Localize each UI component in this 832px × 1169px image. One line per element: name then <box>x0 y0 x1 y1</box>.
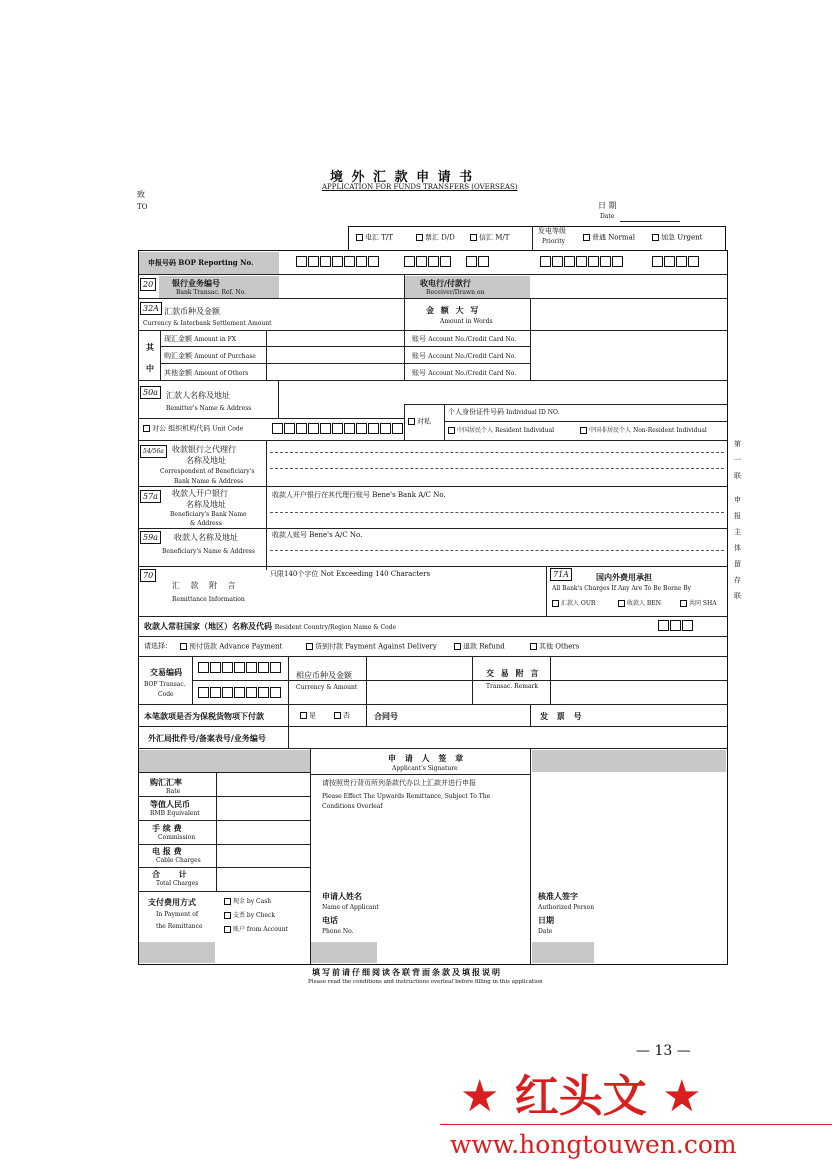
bop-reporting-boxes-4[interactable] <box>540 256 624 267</box>
commission-label-en: Commission <box>158 834 196 841</box>
priority-label-cn: 发电等级 <box>538 227 566 235</box>
approver-label: 核准人签字 <box>538 891 578 901</box>
checkbox-icon <box>448 427 455 434</box>
checkbox-icon <box>224 898 231 905</box>
side-char: 联 <box>734 472 741 480</box>
date-underline[interactable] <box>620 221 680 222</box>
fx-account-label: 账号 Account No./Credit Card No. <box>412 335 517 343</box>
field-50a-label-en: Remitter's Name & Address <box>166 405 252 412</box>
bonded-goods-label: 本笔款项是否为保税货物项下付款 <box>144 711 264 721</box>
trans-code-boxes-2[interactable] <box>198 687 282 698</box>
private-option[interactable]: 对私 <box>408 418 431 426</box>
field-57a-label-en-1: Beneficiary's Bank Name <box>170 511 247 518</box>
checkbox-icon <box>652 234 659 241</box>
signature-instruction-cn: 请按照贵行背页所列条款代办以上汇款并进行申报 <box>322 779 476 787</box>
checkbox-icon <box>224 912 231 919</box>
side-char: 申 <box>734 496 741 504</box>
checkbox-icon <box>618 600 625 607</box>
footer-note-en: Please read the conditions and instructions overleaf before filling in this application <box>308 979 543 985</box>
bop-reporting-label: 申报号码 BOP Reporting No. <box>148 258 254 267</box>
side-char: 第 <box>734 440 741 448</box>
our-option[interactable]: 汇款人 OUR <box>552 600 595 607</box>
other-amount-label: 其他金额 Amount of Others <box>164 369 249 377</box>
field-59a-label: 收款人名称及地址 <box>174 533 238 542</box>
checkbox-icon <box>356 234 363 241</box>
side-char: 一 <box>734 456 741 464</box>
field-71a-label: 国内外费用承担 <box>596 572 652 582</box>
resident-option[interactable]: 中国居民个人 Resident Individual <box>448 427 554 434</box>
trans-remark-label: 交 易 附 言 <box>486 668 541 678</box>
priority-label-en: Priority <box>542 238 566 245</box>
amount-words-label: 金 额 大 写 <box>426 305 481 315</box>
side-char: 留 <box>734 560 741 568</box>
mt-option[interactable]: 信汇 M/T <box>470 234 509 242</box>
side-char: 存 <box>734 576 741 584</box>
field-54-label-en-1: Correspondent of Beneficiary's <box>160 468 255 475</box>
bene-account-label: 收款人账号 Bene's A/C No. <box>272 531 363 539</box>
field-32a-label: 汇款币种及金额 <box>164 307 220 316</box>
bonded-yes-option[interactable]: 是 <box>300 712 316 720</box>
checkbox-icon <box>552 600 559 607</box>
rate-label: 购汇汇率 <box>150 777 182 787</box>
amount-words-label-en: Amount in Words <box>440 318 493 325</box>
tt-option[interactable]: 电汇 T/T <box>356 234 393 242</box>
trans-code-label-en-2: Code <box>158 691 174 698</box>
field-59a-tag: 59a <box>140 531 161 544</box>
country-code-boxes[interactable] <box>658 620 694 631</box>
approver-label-en: Authorized Person <box>538 904 595 911</box>
dd-option[interactable]: 票汇 D/D <box>416 234 455 242</box>
field-57a-label-2: 名称及地址 <box>186 500 226 509</box>
watermark-logo: ★ 红头文 ★ <box>460 1071 702 1122</box>
bene-bank-account-label: 收款人开户银行在其代理行账号 Bene's Bank A/C No. <box>272 491 446 499</box>
checkbox-icon <box>306 643 313 650</box>
date-label-cn: 日 期 <box>598 201 617 210</box>
field-54-label-en-2: Bank Name & Address <box>174 478 244 485</box>
individual-id-label: 个人身份证件号码 Individual ID NO. <box>448 408 560 416</box>
country-label: 收款人常驻国家（地区）名称及代码 Resident Country/Region Name & Code <box>144 621 397 631</box>
fx-amount-label: 现汇金额 Amount in FX <box>164 335 237 343</box>
side-copy-label <box>734 438 744 606</box>
bop-reporting-boxes-1[interactable] <box>296 256 380 267</box>
bonded-no-option[interactable]: 否 <box>334 712 350 720</box>
refund-option[interactable]: 退款 Refund <box>454 643 505 651</box>
page-number: — 13 — <box>636 1043 691 1059</box>
checkbox-icon <box>300 712 307 719</box>
choose-label: 请选择： <box>144 642 172 650</box>
signature-instruction-en-1: Please Effect The Upwards Remittance, Subject To The <box>322 793 491 800</box>
currency-amount-label: 相应币种及金额 <box>296 671 352 680</box>
phone-label-en: Phone No. <box>322 928 354 935</box>
trans-code-label-en-1: BOP Transac. <box>144 681 186 688</box>
approval-date-label-en: Date <box>538 928 553 935</box>
form-title-cn: 境 外 汇 款 申 请 书 <box>330 170 475 185</box>
bop-reporting-boxes-3[interactable] <box>466 256 490 267</box>
invoice-no-label: 发 票 号 <box>540 711 585 721</box>
field-50a-tag: 50a <box>140 386 161 399</box>
rate-label-en: Rate <box>166 788 181 795</box>
checkbox-icon <box>143 425 150 432</box>
pay-check-option[interactable]: 支票 by Check <box>224 912 275 919</box>
payment-method-label: 支付费用方式 <box>148 897 196 907</box>
watermark-url: www.hongtouwen.com <box>450 1130 737 1159</box>
rmb-equivalent-label: 等值人民币 <box>150 799 190 809</box>
signature-title-en: Applicant's Signature <box>392 765 458 772</box>
bop-reporting-boxes-5[interactable] <box>652 256 700 267</box>
normal-option[interactable]: 普通 Normal <box>583 234 635 242</box>
field-70-label: 汇 款 附 言 <box>172 581 240 590</box>
side-char: 主 <box>734 528 741 536</box>
pay-cash-option[interactable]: 现金 by Cash <box>224 898 271 905</box>
field-70-label-en: Remittance Information <box>172 596 245 603</box>
payment-method-label-en-2: the Remittance <box>156 923 203 930</box>
trans-code-boxes-1[interactable] <box>198 662 282 673</box>
footer-note-cn: 填写前请仔细阅读各联背面条款及填报说明 <box>312 967 502 977</box>
field-50a-label: 汇款人名称及地址 <box>166 391 230 400</box>
cable-charges-label-en: Cable Charges <box>156 857 201 864</box>
remittance-limit-label: 只限140个字位 Not Exceeding 140 Characters <box>270 570 431 578</box>
field-59a-label-en: Beneficiary's Name & Address <box>162 548 255 555</box>
checkbox-icon <box>334 712 341 719</box>
date-label-en: Date <box>600 213 615 220</box>
checkbox-icon <box>580 427 587 434</box>
total-charges-label-en: Total Charges <box>156 880 199 887</box>
purchase-amount-label: 购汇金额 Amount of Purchase <box>164 352 256 360</box>
qi-label: 其 <box>146 342 154 352</box>
payment-method-label-en-1: In Payment of <box>156 911 199 918</box>
trans-code-label: 交易编码 <box>150 667 182 677</box>
contract-no-label: 合同号 <box>374 711 398 721</box>
commission-label: 手 续 费 <box>152 823 182 833</box>
field-71a-label-en: All Bank's Charges If Any Are To Be Borne By <box>552 585 692 592</box>
field-20-label: 银行业务编号 <box>172 278 220 288</box>
bop-reporting-boxes-2[interactable] <box>404 256 452 267</box>
trans-remark-label-en: Transac. Remark <box>486 683 538 690</box>
checkbox-icon <box>454 643 461 650</box>
against-delivery-option[interactable]: 货到付款 Payment Against Delivery <box>306 643 437 651</box>
total-charges-label: 合 计 <box>152 869 195 879</box>
phone-label: 电话 <box>322 915 338 925</box>
field-71a-tag: 71A <box>550 568 572 581</box>
approval-no-label: 外汇局批件号/备案表号/业务编号 <box>148 733 266 743</box>
signature-title: 申 请 人 签 章 <box>388 753 467 763</box>
field-54-tag: 54/56a <box>140 445 167 458</box>
side-char: 体 <box>734 544 741 552</box>
field-20-tag: 20 <box>140 278 156 291</box>
checkbox-icon <box>680 600 687 607</box>
purchase-account-label: 账号 Account No./Credit Card No. <box>412 352 517 360</box>
receiver-label-en: Receiver/Drawn on <box>426 289 485 296</box>
others-option[interactable]: 其他 Others <box>530 643 579 651</box>
cable-charges-label: 电 报 费 <box>152 846 182 856</box>
other-account-label: 账号 Account No./Credit Card No. <box>412 369 517 377</box>
field-32a-label-en: Currency & Interbank Settlement Amount <box>143 320 272 327</box>
sha-option[interactable]: 共同 SHA <box>680 600 717 607</box>
field-57a-label-en-2: & Address <box>190 520 222 527</box>
ben-option[interactable]: 收款人 BEN <box>618 600 661 607</box>
checkbox-icon <box>224 926 231 933</box>
side-char: 联 <box>734 592 741 600</box>
field-70-tag: 70 <box>140 569 156 582</box>
checkbox-icon <box>470 234 477 241</box>
checkbox-icon <box>416 234 423 241</box>
nonresident-option[interactable]: 中国非居民个人 Non-Resident Individual <box>580 427 707 434</box>
org-code-boxes[interactable] <box>272 423 404 434</box>
checkbox-icon <box>583 234 590 241</box>
field-32a-tag: 32A <box>140 302 162 315</box>
currency-amount-label-en: Currency & Amount <box>296 684 358 691</box>
form-title-en: APPLICATION FOR FUNDS TRANSFERS (OVERSEAS) <box>322 183 518 191</box>
applicant-name-label-en: Name of Applicant <box>322 904 379 911</box>
signature-instruction-en-2: Conditions Overleaf <box>322 803 383 810</box>
to-label-en: TO <box>137 203 148 211</box>
rmb-equivalent-label-en: RMB Equivalent <box>150 810 200 817</box>
public-option[interactable]: 对公 组织机构代码 Unit Code <box>143 425 243 433</box>
checkbox-icon <box>180 643 187 650</box>
to-label-cn: 致 <box>137 190 145 199</box>
zhong-label: 中 <box>146 363 154 373</box>
field-57a-tag: 57a <box>140 490 161 503</box>
receiver-label: 收电行/付款行 <box>420 278 471 288</box>
pay-account-option[interactable]: 账户 from Account <box>224 926 288 933</box>
field-20-label-en: Bank Transac. Ref. No. <box>176 289 247 296</box>
field-57a-label-1: 收款人开户银行 <box>172 489 228 498</box>
field-54-label-1: 收款银行之代理行 <box>172 445 236 454</box>
advance-option[interactable]: 预付货款 Advance Payment <box>180 643 282 651</box>
checkbox-icon <box>408 418 415 425</box>
checkbox-icon <box>530 643 537 650</box>
side-char: 报 <box>734 512 741 520</box>
approval-date-label: 日期 <box>538 915 554 925</box>
field-54-label-2: 名称及地址 <box>186 456 226 465</box>
applicant-name-label: 申请人姓名 <box>322 891 362 901</box>
urgent-option[interactable]: 加急 Urgent <box>652 234 702 242</box>
